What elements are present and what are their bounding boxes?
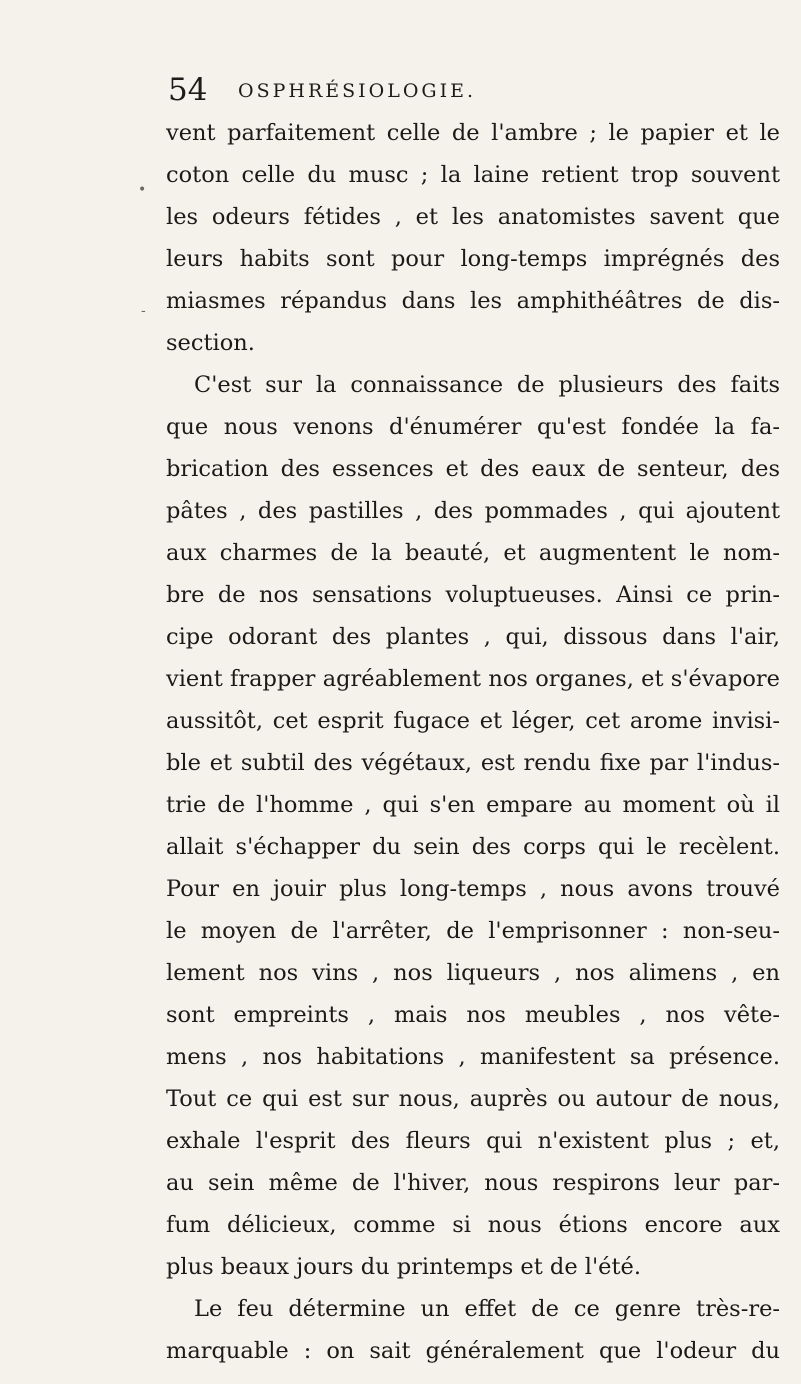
text-line: section. [166,330,255,356]
text-line: cipe odorant des plantes , qui, dissous dans l'air, [166,624,780,650]
text-line: aux charmes de la beauté, et augmentent le nom- [166,540,780,566]
text-line: exhale l'esprit des fleurs qui n'existent plus ; et, [166,1128,780,1154]
text-line: le moyen de l'arrêter, de l'emprisonner : non-seu- [166,918,780,944]
text-line: pâtes , des pastilles , des pommades , qui ajoutent [166,498,780,524]
text-line: marquable : on sait généralement que l'odeur du [166,1338,780,1364]
text-line: Tout ce qui est sur nous, auprès ou autour de nous, [166,1086,780,1112]
text-line: allait s'échapper du sein des corps qui le recèlent. [166,834,780,860]
text-line: Le feu détermine un effet de ce genre très-re- [194,1296,780,1322]
text-line: vent parfaitement celle de l'ambre ; le papier et le [166,120,780,146]
text-line: miasmes répandus dans les amphithéâtres de dis- [166,288,780,314]
text-line: coton celle du musc ; la laine retient trop souvent [166,162,780,188]
page-header [168,72,768,112]
text-line: C'est sur la connaissance de plusieurs des faits [194,372,780,398]
text-line: fum délicieux, comme si nous étions encore aux [166,1212,780,1238]
margin-mark: - [141,303,146,319]
text-line: brication des essences et des eaux de senteur, des [166,456,780,482]
text-line: Pour en jouir plus long-temps , nous avons trouvé [166,876,780,902]
text-line: lement nos vins , nos liqueurs , nos alimens , en [166,960,780,986]
running-title: OSPHRÉSIOLOGIE. [238,80,477,102]
text-line: aussitôt, cet esprit fugace et léger, cet arome invisi- [166,708,780,734]
text-line: que nous venons d'énumérer qu'est fondée la fa- [166,414,780,440]
text-line: bre de nos sensations voluptueuses. Ainsi ce prin- [166,582,780,608]
text-line: les odeurs fétides , et les anatomistes savent que [166,204,780,230]
body-text [166,112,780,1372]
text-line: au sein même de l'hiver, nous respirons leur par- [166,1170,780,1196]
text-line: ble et subtil des végétaux, est rendu fixe par l'indus- [166,750,780,776]
page-number: 54 [168,72,208,108]
text-line: vient frapper agréablement nos organes, et s'évapore [166,666,780,692]
text-line: sont empreints , mais nos meubles , nos vête- [166,1002,780,1028]
margin-mark: • [138,182,147,198]
text-line: mens , nos habitations , manifestent sa présence. [166,1044,780,1070]
text-line: trie de l'homme , qui s'en empare au moment où il [166,792,780,818]
text-line: leurs habits sont pour long-temps imprégnés des [166,246,780,272]
text-line: plus beaux jours du printemps et de l'été. [166,1254,641,1280]
